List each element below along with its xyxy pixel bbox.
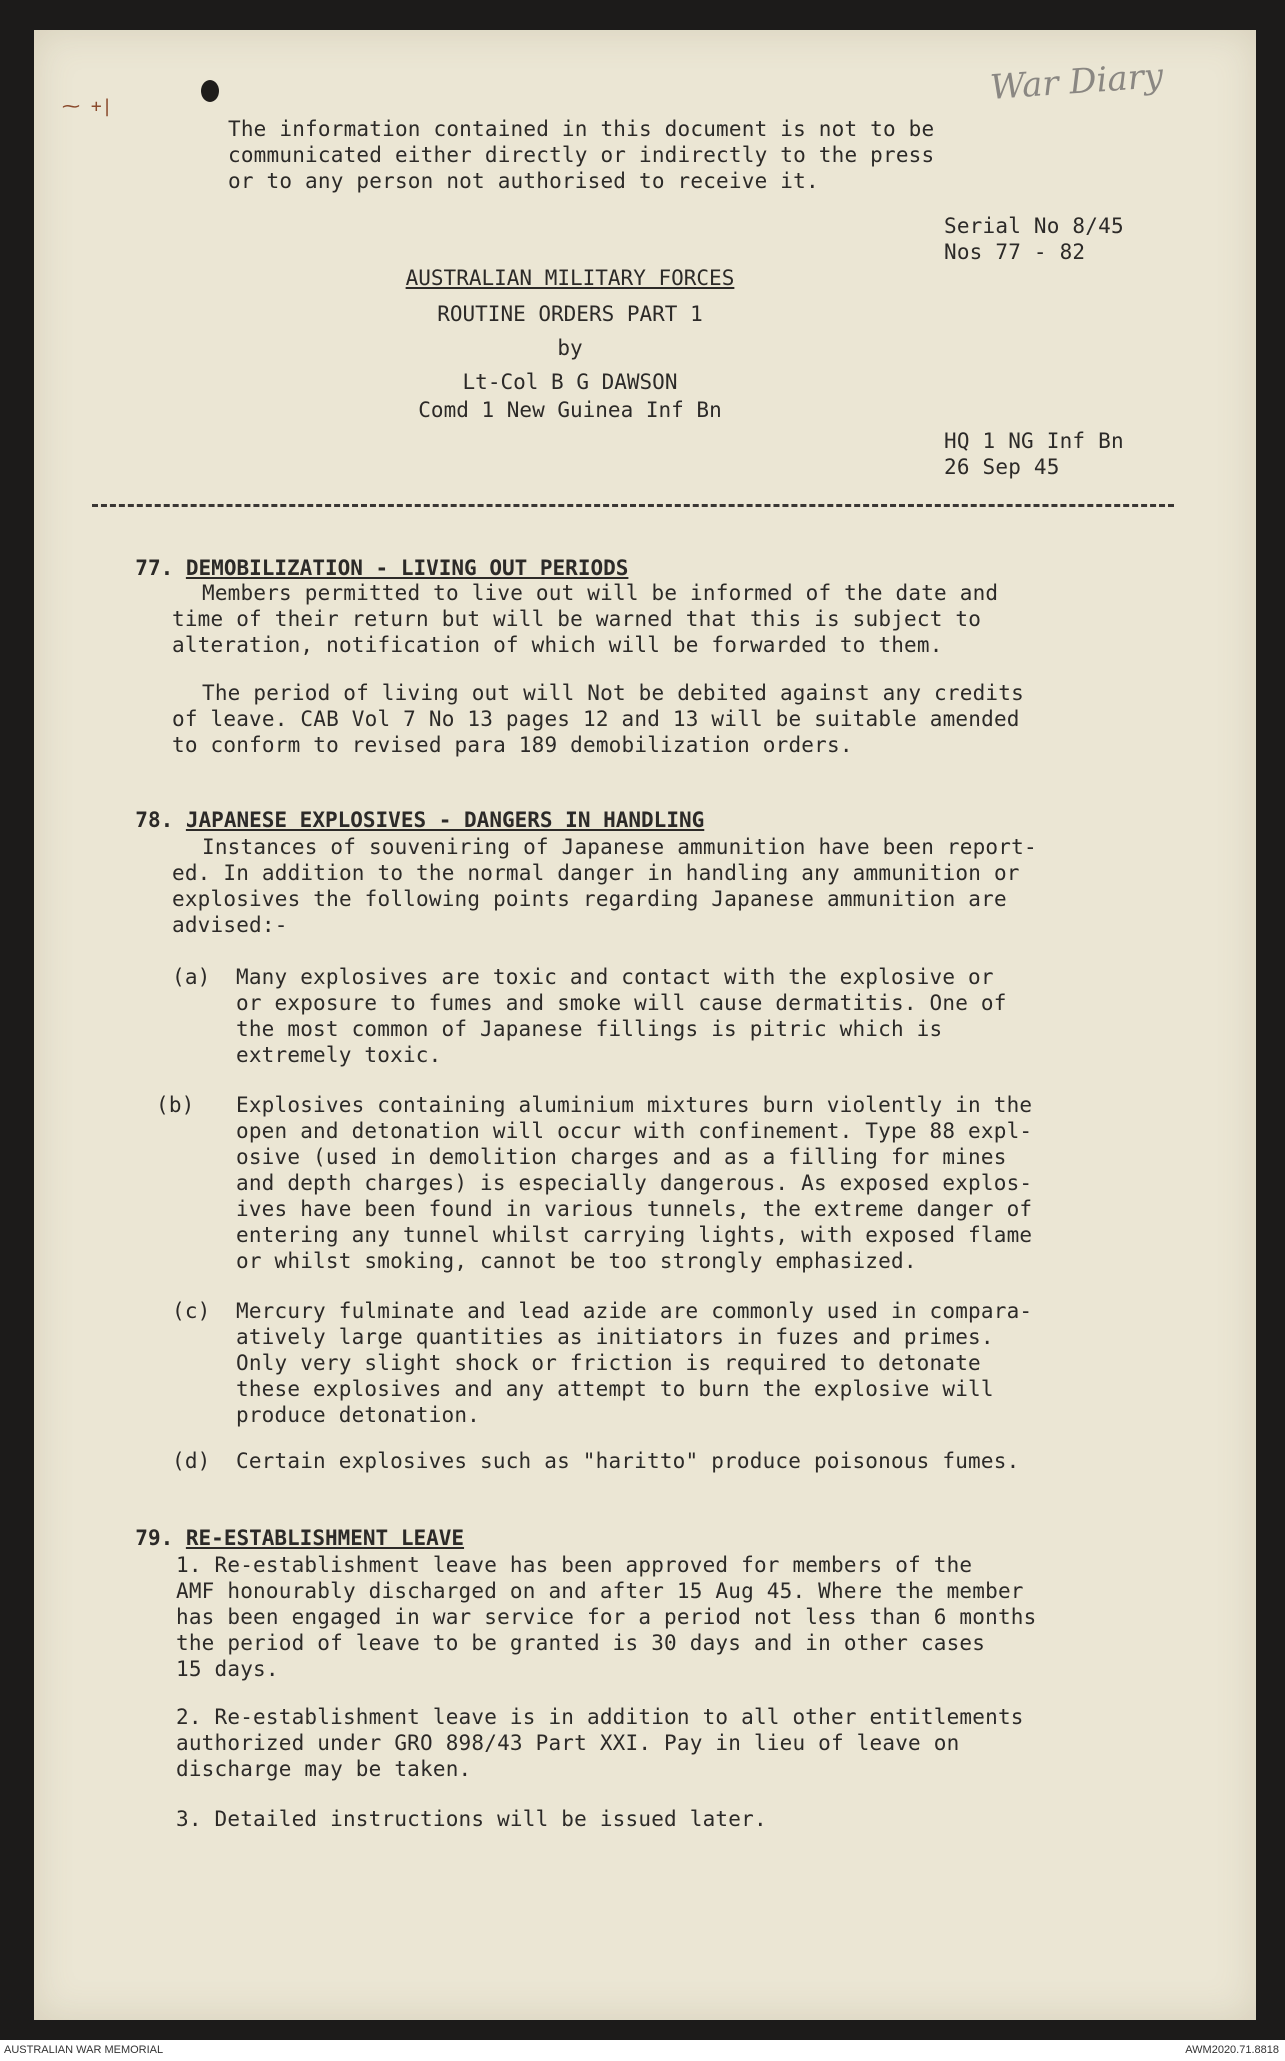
item-line: or exposure to fumes and smoke will cause dermatitis. One of bbox=[236, 991, 1007, 1015]
order-numbers: Nos 77 - 82 bbox=[944, 240, 1086, 264]
paragraph-line: 15 days. bbox=[176, 1657, 279, 1681]
paragraph-line: to conform to revised para 189 demobilization orders. bbox=[172, 733, 853, 757]
archive-name: AUSTRALIAN WAR MEMORIAL bbox=[4, 2044, 164, 2056]
item-line: atively large quantities as initiators in fuzes and primes. bbox=[236, 1325, 994, 1349]
item-line: open and detonation will occur with confinement. Type 88 expl- bbox=[236, 1119, 1033, 1143]
archive-footer bbox=[0, 2040, 1285, 2061]
section-title: JAPANESE EXPLOSIVES - DANGERS IN HANDLING bbox=[185, 808, 705, 832]
accession-number: AWM2020.71.8818 bbox=[1185, 2044, 1279, 2056]
item-label: (d) bbox=[172, 1449, 211, 1473]
item-line: Explosives containing aluminium mixtures burn violently in the bbox=[236, 1093, 1033, 1117]
organisation-title: AUSTRALIAN MILITARY FORCES bbox=[405, 266, 735, 290]
paragraph-line: 2. Re-establishment leave is in addition to all other entitlements bbox=[176, 1705, 1024, 1729]
officer-command: Comd 1 New Guinea Inf Bn bbox=[418, 398, 722, 422]
section-heading bbox=[110, 532, 628, 580]
item-line: and depth charges) is especially dangerous. As exposed explos- bbox=[236, 1171, 1033, 1195]
paragraph-line: ed. In addition to the normal danger in handling any ammunition or bbox=[172, 861, 1020, 885]
pencil-note: War Diary bbox=[988, 56, 1165, 108]
order-title-block bbox=[330, 264, 810, 424]
paragraph-line: The period of living out will Not be debited against any credits bbox=[202, 681, 1024, 705]
left-margin-mark: ⁓ +| bbox=[62, 96, 113, 117]
serial-number: Serial No 8/45 bbox=[944, 214, 1124, 238]
paragraph-line: of leave. CAB Vol 7 No 13 pages 12 and 13 will be suitable amended bbox=[172, 707, 1020, 731]
item-line: or whilst smoking, cannot be too strongly emphasized. bbox=[236, 1249, 917, 1273]
section-number: 77. bbox=[135, 556, 174, 580]
item-line: produce detonation. bbox=[236, 1403, 481, 1427]
item-line: extremely toxic. bbox=[236, 1043, 442, 1067]
notice-line: or to any person not authorised to receive it. bbox=[228, 169, 819, 193]
paragraph-line: has been engaged in war service for a period not less than 6 months bbox=[176, 1605, 1037, 1629]
item-line: ives have been found in various tunnels, the extreme danger of bbox=[236, 1197, 1033, 1221]
notice-line: The information contained in this document is not to be bbox=[228, 117, 935, 141]
item-line: the most common of Japanese fillings is pitric which is bbox=[236, 1017, 943, 1041]
section-title: DEMOBILIZATION - LIVING OUT PERIODS bbox=[185, 556, 629, 580]
item-line: Only very slight shock or friction is required to detonate bbox=[236, 1351, 981, 1375]
item-line: Mercury fulminate and lead azide are commonly used in compara- bbox=[236, 1299, 1033, 1323]
section-title: RE-ESTABLISHMENT LEAVE bbox=[185, 1526, 465, 1550]
officer-name: Lt-Col B G DAWSON bbox=[462, 370, 678, 394]
item-line: entering any tunnel whilst carrying lights, with exposed flame bbox=[236, 1223, 1033, 1247]
section-number: 78. bbox=[135, 808, 174, 832]
notice-line: communicated either directly or indirectly to the press bbox=[228, 143, 935, 167]
header-divider bbox=[92, 504, 1174, 507]
paragraph-line: authorized under GRO 898/43 Part XXI. Pay in lieu of leave on bbox=[176, 1731, 960, 1755]
item-label: (b) bbox=[156, 1093, 195, 1117]
item-label: (a) bbox=[172, 965, 211, 989]
paragraph-line: explosives the following points regarding Japanese ammunition are bbox=[172, 887, 1007, 911]
orders-title: ROUTINE ORDERS PART 1 bbox=[437, 302, 703, 326]
item-label: (c) bbox=[172, 1299, 211, 1323]
paragraph-line: discharge may be taken. bbox=[176, 1757, 472, 1781]
section-number: 79. bbox=[135, 1526, 174, 1550]
order-date: 26 Sep 45 bbox=[944, 455, 1060, 479]
item-line: Certain explosives such as "haritto" produce poisonous fumes. bbox=[236, 1449, 1020, 1473]
paragraph-line: 1. Re-establishment leave has been approved for members of the bbox=[176, 1553, 973, 1577]
section-heading bbox=[110, 1502, 464, 1550]
paragraph-line: advised:- bbox=[172, 913, 288, 937]
section-heading bbox=[110, 784, 704, 832]
ink-blot bbox=[201, 80, 219, 102]
paragraph-line: Instances of souveniring of Japanese ammunition have been report- bbox=[202, 835, 1037, 859]
paragraph-line: alteration, notification of which will be forwarded to them. bbox=[172, 633, 943, 657]
paragraph-line: time of their return but will be warned that this is subject to bbox=[172, 607, 982, 631]
paragraph-line: 3. Detailed instructions will be issued later. bbox=[176, 1807, 767, 1831]
by-label: by bbox=[557, 336, 583, 360]
item-line: Many explosives are toxic and contact with the explosive or bbox=[236, 965, 994, 989]
paragraph-line: AMF honourably discharged on and after 15 Aug 45. Where the member bbox=[176, 1579, 1024, 1603]
paragraph-line: Members permitted to live out will be informed of the date and bbox=[202, 581, 999, 605]
paragraph-line: the period of leave to be granted is 30 days and in other cases bbox=[176, 1631, 986, 1655]
item-line: osive (used in demolition charges and as a filling for mines bbox=[236, 1145, 1007, 1169]
item-line: these explosives and any attempt to burn the explosive will bbox=[236, 1377, 994, 1401]
hq-location: HQ 1 NG Inf Bn bbox=[944, 429, 1124, 453]
